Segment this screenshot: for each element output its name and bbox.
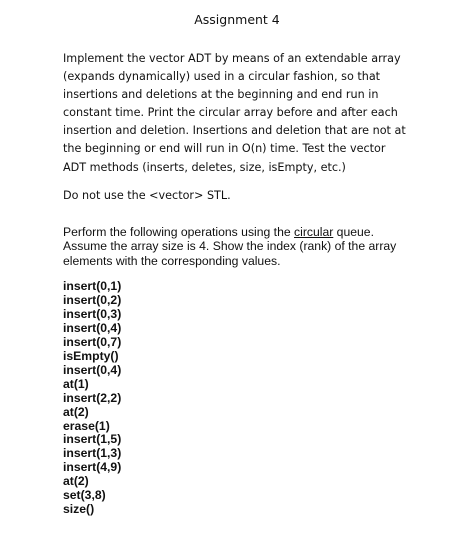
perform-line-2: Assume the array size is 4. Show the index (rank) of the array [63, 239, 397, 254]
perform-line-3: elements with the corresponding values. [63, 253, 281, 268]
operation-item: size() [63, 502, 95, 517]
intro-line: (expands dynamically) used in a circular fashion, so that [63, 70, 381, 84]
intro-line: Implement the vector ADT by means of an extendable array [63, 52, 401, 65]
operation-item: insert(1,3) [63, 446, 122, 461]
operation-item: isEmpty() [63, 348, 119, 363]
perform-line-1-end: queue. [333, 225, 374, 239]
operation-item: insert(4,9) [63, 460, 122, 475]
operation-item: insert(2,2) [63, 390, 122, 405]
perform-line-1-start: Perform the following operations using the [63, 225, 295, 239]
operation-item: at(2) [63, 404, 89, 419]
operation-item: set(3,8) [63, 488, 106, 503]
page-title: Assignment 4 [194, 12, 280, 27]
operation-item: erase(1) [63, 418, 110, 433]
operation-item: at(2) [63, 474, 89, 489]
intro-paragraph [63, 50, 458, 177]
intro-line: ADT methods (inserts, deletes, size, isEmpty, etc.) [63, 160, 346, 174]
no-vector-note: Do not use the <vector> STL. [63, 189, 231, 202]
circular-underlined-word: circular [294, 225, 334, 239]
operation-item: insert(0,4) [63, 362, 122, 377]
perform-line-1 [63, 225, 463, 239]
intro-line: insertions and deletions at the beginning and end run in [63, 88, 379, 102]
intro-line: insertion and deletion. Insertions and deletion that are not at [63, 124, 406, 138]
operation-item: insert(0,2) [63, 292, 122, 307]
operation-item: insert(1,5) [63, 432, 122, 447]
operation-item: at(1) [63, 376, 89, 391]
operations-list [63, 280, 121, 517]
operation-item: insert(0,4) [63, 320, 122, 335]
intro-line: constant time. Print the circular array before and after each [63, 106, 398, 120]
intro-line: the beginning or end will run in O(n) time. Test the vector [63, 142, 386, 156]
operation-item: insert(0,1) [63, 279, 122, 293]
perform-instructions [63, 225, 463, 268]
operation-item: insert(0,7) [63, 334, 122, 349]
operation-item: insert(0,3) [63, 306, 122, 321]
